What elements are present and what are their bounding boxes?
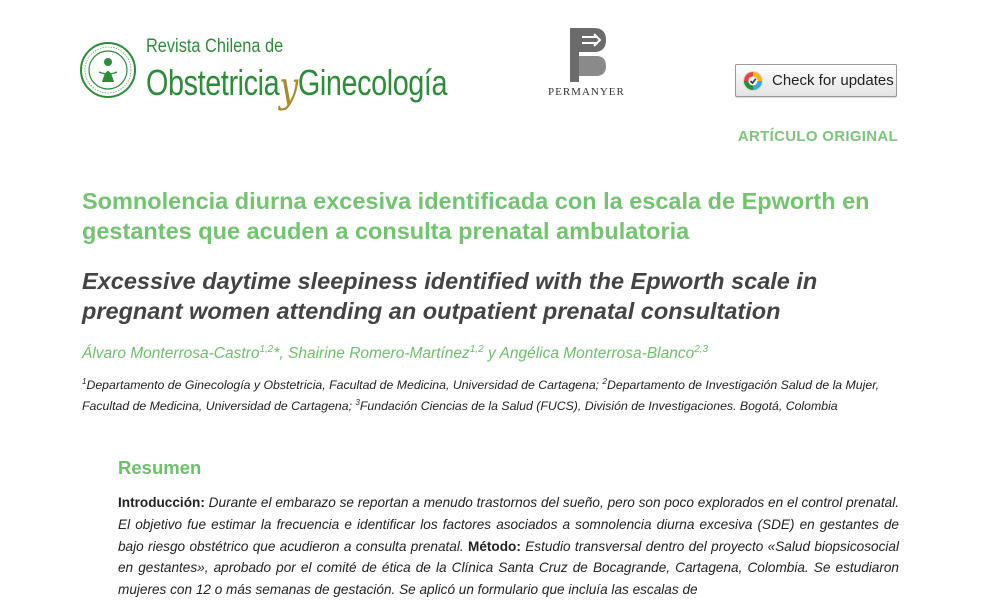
crossmark-icon: [742, 70, 764, 92]
abstract-method-text: Estudio transversal dentro del proyecto «: [520, 538, 776, 554]
affiliations: [82, 373, 902, 415]
corresponding-author-mark: *: [273, 345, 280, 363]
author-name[interactable]: Shairine Romero-Martínez: [288, 345, 470, 363]
affiliation-text: Departamento de Ginecología y Obstetricia, Facultad de Medicina, Universidad de Cartagena;: [86, 378, 603, 393]
affiliation-text: Departamento de Investigación Salud de la Mujer, Facultad de Medicina, Universidad de Cartagena;: [82, 378, 880, 414]
journal-word-ginecologia: Ginecología: [297, 62, 448, 103]
abstract-intro-label: Introducción:: [118, 495, 205, 510]
affiliation-number: 2: [602, 377, 607, 386]
author-name[interactable]: Álvaro Monterrosa-Castro: [82, 345, 260, 363]
check-for-updates-label: Check for updates: [772, 72, 894, 89]
check-for-updates-button[interactable]: [735, 64, 897, 97]
journal-name: [146, 36, 522, 111]
author-affiliation-sup: 1,2: [259, 344, 274, 355]
abstract-method-label: Método:: [468, 538, 521, 554]
affiliation-number: 3: [355, 398, 360, 408]
journal-seal-logo: [80, 42, 136, 98]
author-name[interactable]: Angélica Monterrosa-Blanco: [499, 345, 695, 363]
publisher-name: PERMANYER: [548, 86, 625, 98]
journal-name-line2: [146, 56, 448, 111]
abstract-body: [118, 492, 899, 601]
abstract-method-text-cont: », aprobado por el comité de ética de la Clínica Santa Cruz de Bocagrande, Cartagena, Colombia. Se estudiaron mujeres con 12 o más semanas de gestación. Se aplicó un formulario que incluía las escalas de: [118, 560, 899, 598]
abstract-method-quote: Salud biopsicosocial en gestantes: [118, 538, 899, 576]
title-spanish: Somnolencia diurna excesiva identificada con la escala de Epworth en gestantes que acuden a consulta prenatal ambulatoria: [82, 188, 870, 244]
abstract-intro-text: Durante el embarazo se reportan a menudo trastornos del sueño, pero son poco explorados en el control prenatal. El objetivo fue estimar la frecuencia e identificar los factores asociados a somnolencia diurna excesiva (SDE) en gestantes de bajo riesgo obstétrico que acudieron a consulta prenatal.: [118, 495, 899, 554]
affiliation-number: 1: [82, 377, 87, 386]
journal-word-obstetricia: Obstetricia: [146, 62, 280, 103]
author-separator: y: [483, 345, 500, 363]
title-english: Excessive daytime sleepiness identified with the Epworth scale in pregnant women attending an outpatient prenatal consultation: [82, 268, 818, 324]
permanyer-logo-icon: [566, 26, 610, 84]
affiliation-text: Fundación Ciencias de la Salud (FUCS), División de Investigaciones. Bogotá, Colombia: [359, 399, 838, 414]
author-separator: ,: [279, 345, 289, 363]
author-list: [82, 344, 708, 363]
author-affiliation-sup: 2,3: [694, 344, 709, 355]
journal-name-line1: Revista Chilena de: [146, 36, 284, 57]
journal-word-y: y: [279, 62, 298, 111]
author-affiliation-sup: 1,2: [469, 344, 484, 355]
abstract-heading: Resumen: [118, 457, 202, 478]
article-type-label: ARTÍCULO ORIGINAL: [737, 128, 898, 145]
